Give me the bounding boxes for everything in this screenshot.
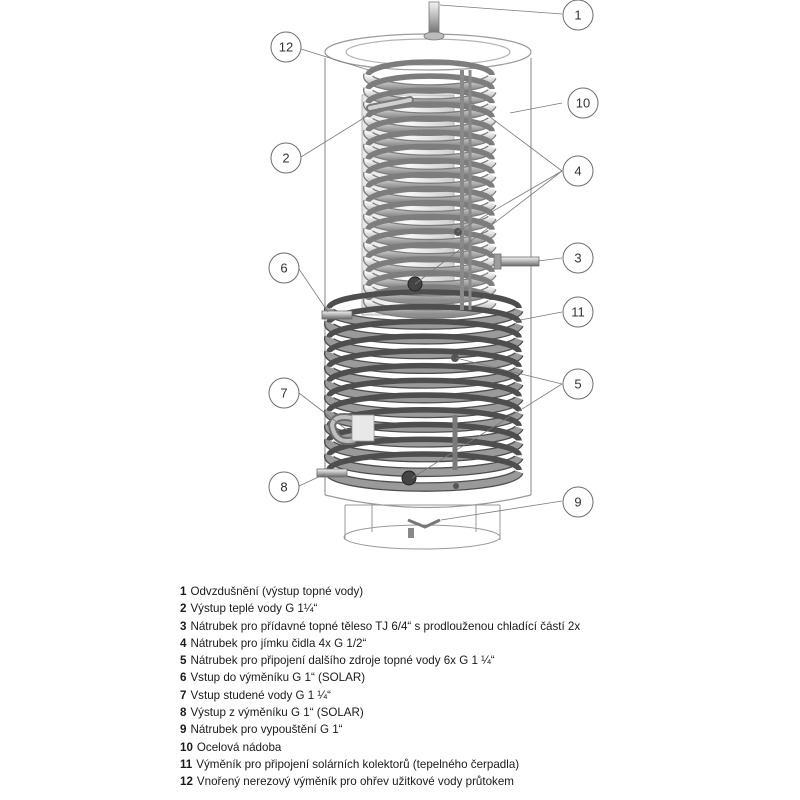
legend-item — [180, 583, 780, 600]
callout-number: 5 — [574, 376, 582, 392]
callout-number: 10 — [575, 95, 591, 111]
legend-text: Vnořený nerezový výměník pro ohřev užitkové vody průtokem — [196, 775, 514, 789]
legend-number: 12 — [180, 775, 193, 789]
legend-item — [180, 721, 780, 738]
legend-number: 2 — [180, 602, 187, 616]
legend-item — [180, 739, 780, 756]
legend-number: 11 — [180, 757, 193, 771]
legend-item — [180, 687, 780, 704]
callout-number: 3 — [574, 250, 582, 266]
legend-number: 6 — [180, 671, 187, 685]
solar-coil-lower — [329, 292, 519, 487]
legend-item — [180, 669, 780, 686]
legend-text: Výstup z výměníku G 1“ (SOLAR) — [190, 706, 364, 720]
callout-number: 12 — [278, 39, 294, 55]
legend-item — [180, 704, 780, 721]
legend-text: Výstup teplé vody G 1¼“ — [190, 602, 318, 616]
callout-number: 11 — [571, 304, 585, 320]
legend-text: Výměník pro připojení solárních kolektorů (tepelného čerpadla) — [196, 757, 520, 771]
legend-text: Odvzdušnění (výstup topné vody) — [190, 585, 364, 598]
legend-item — [180, 618, 780, 635]
callout-number: 9 — [574, 494, 582, 510]
legend — [180, 583, 780, 791]
callout-number: 8 — [280, 479, 288, 495]
callout-number: 7 — [280, 385, 288, 401]
legend-text: Vstup do výměníku G 1“ (SOLAR) — [190, 671, 366, 685]
legend-number: 8 — [180, 706, 187, 720]
legend-item — [180, 600, 780, 617]
legend-text: Nátrubek pro přídavné topné těleso TJ 6/4“ s prodlouženou chladící částí 2x — [190, 619, 581, 633]
legend-number: 9 — [180, 723, 187, 737]
vent-pipe — [424, 2, 444, 40]
legend-text: Vstup studené vody G 1 ¼“ — [190, 688, 331, 702]
stainless-coil-upper — [368, 62, 492, 314]
callout-number: 2 — [282, 150, 290, 166]
legend-number: 1 — [180, 585, 187, 598]
legend-number: 10 — [180, 740, 193, 754]
legend-item — [180, 756, 780, 773]
legend-number: 5 — [180, 654, 187, 668]
legend-text: Nátrubek pro připojení dalšího zdroje topné vody 6x G 1 ¼“ — [190, 654, 495, 668]
legend-text: Nátrubek pro vypouštění G 1“ — [190, 723, 343, 737]
callout-number: 4 — [574, 163, 582, 179]
legend-item — [180, 652, 780, 669]
legend-item — [180, 635, 780, 652]
legend-number: 3 — [180, 619, 187, 633]
legend-number: 4 — [180, 636, 187, 650]
legend-number: 7 — [180, 688, 187, 702]
callout-number: 6 — [280, 260, 288, 276]
callout-number: 1 — [574, 7, 582, 23]
legend-text: Ocelová nádoba — [196, 740, 282, 754]
legend-item — [180, 773, 780, 790]
legend-text: Nátrubek pro jímku čidla 4x G 1/2“ — [190, 636, 367, 650]
